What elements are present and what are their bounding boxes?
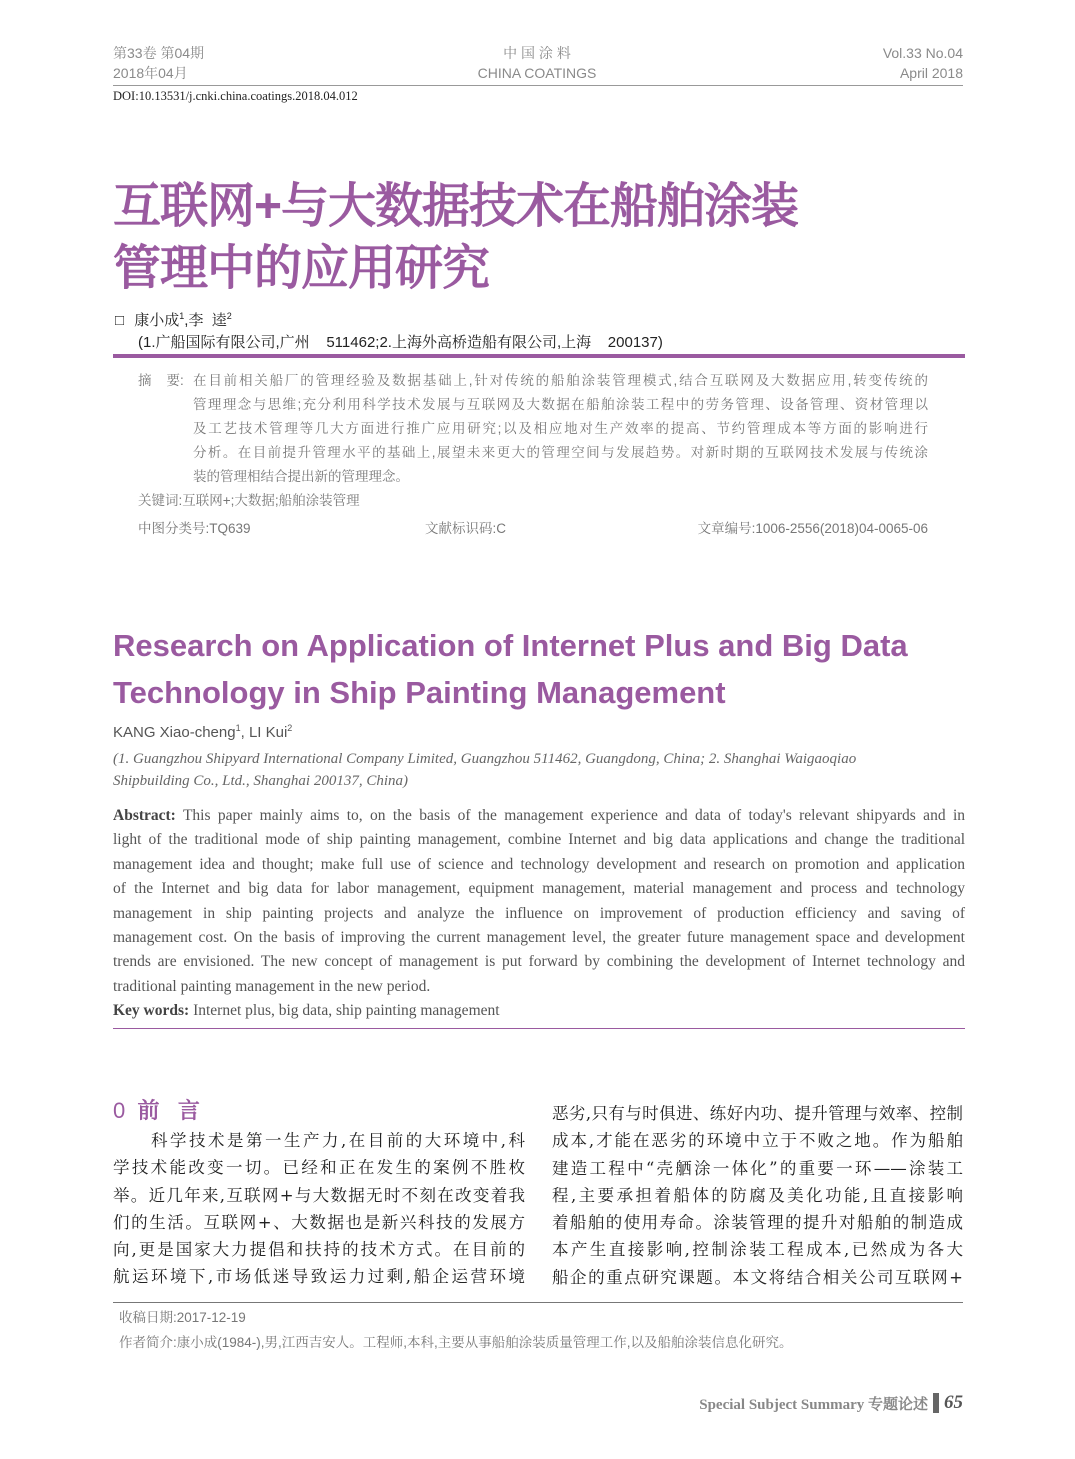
body-line: 学技术能改变一切。已经和正在发生的案例不胜枚 [113, 1158, 525, 1178]
abstract-line: light of the traditional mode of ship painting management, combine Internet and big data applications and change the traditional [113, 831, 965, 849]
body-line: 建造工程中“壳舾涂一体化”的重要一环——涂装工 [552, 1158, 963, 1178]
abstract-cn [193, 369, 928, 489]
abstract-line: 在目前相关船厂的管理经验及数据基础上,针对传统的船舶涂装管理模式,结合互联网及大数据应用,转变传统的 [193, 373, 928, 388]
abstract-line: 装的管理相结合提出新的管理理念。 [193, 469, 409, 484]
body-line: 着船舶的使用寿命。涂装管理的提升对船舶的制造成 [552, 1213, 963, 1233]
journal-name-en: CHINA COATINGS [477, 65, 597, 81]
keywords-cn: 关键词:互联网+;大数据;船舶涂装管理 [138, 493, 360, 508]
author-name: LI Kui [248, 724, 288, 741]
authors-cn [115, 309, 232, 330]
body-line: 们的生活。互联网+、大数据也是新兴科技的发展方 [113, 1212, 525, 1232]
abstract-line: management in ship painting projects and analyze the influence on improvement of production efficiency and saving of [113, 904, 965, 922]
abstract-line: 管理理念与思维;充分利用科学技术发展与互联网及大数据在船舶涂装工程中的劳务管理、设备管理、资材管理以 [193, 397, 928, 412]
affiliation-cn: (1.广船国际有限公司,广州 511462;2.上海外高桥造船有限公司,上海 200137) [138, 334, 663, 351]
body-line: 科学技术是第一生产力,在目前的大环境中,科 [113, 1131, 525, 1150]
footer-bar-icon [933, 1393, 939, 1413]
body-line: 程,主要承担着船体的防腐及美化功能,且直接影响 [552, 1185, 963, 1205]
abstract-line: 及工艺技术管理等几大方面进行推广应用研究;以及相应地对生产效率的提高、节约管理成本等方面的影响进行 [193, 421, 928, 436]
date-en: April 2018 [899, 65, 963, 81]
affiliation-sup: 2 [287, 723, 293, 733]
journal-name [437, 43, 637, 83]
author-name: KANG Xiao-cheng [113, 724, 236, 741]
square-marker-icon: □ [115, 312, 125, 329]
keywords-en-label: Key words: [113, 1002, 190, 1020]
title-divider [113, 354, 965, 358]
title-en [113, 622, 908, 716]
body-line: 航运环境下,市场低迷导致运力过剩,船企运营环境 [113, 1267, 525, 1287]
abstract-line: traditional painting management in the new period. [113, 977, 431, 995]
journal-volume [113, 43, 204, 83]
footnote-rule [113, 1302, 963, 1303]
abstract-divider [113, 1028, 965, 1029]
abstract-cn-label: 摘 要: [138, 373, 184, 388]
body-line: 船企的重点研究课题。本文将结合相关公司互联网+ [552, 1267, 963, 1287]
header-rule [113, 85, 963, 86]
journal-volume-en [883, 43, 963, 83]
affiliation-en [113, 748, 856, 792]
body-column-left [113, 1127, 525, 1291]
abstract-line: 分析。在目前提升管理水平的基础上,展望未来更大的管理空间与发展趋势。对新时期的互联网技术发展与传统涂 [193, 445, 928, 460]
body-line: 成本,才能在恶劣的环境中立于不败之地。作为船舶 [552, 1131, 963, 1151]
document-code: 文献标识码:C [425, 521, 506, 536]
affiliation-sup: 2 [226, 311, 232, 321]
affiliation-sup: 1 [179, 311, 185, 321]
body-line: 恶劣,只有与时俱进、练好内功、提升管理与效率、控制 [552, 1104, 963, 1123]
date-cn: 2018年04月 [113, 65, 188, 81]
section-title: 前 言 [137, 1098, 200, 1123]
abstract-line: trends are envisioned. The new concept of management is put forward by combining the development of Internet technology and [113, 953, 965, 971]
affiliation-line: (1. Guangzhou Shipyard International Company Limited, Guangzhou 511462, Guangdong, China; 2. Shanghai Waigaoqiao [113, 751, 857, 767]
authors-en [113, 723, 292, 741]
section-label: Special Subject Summary 专题论述 [699, 1396, 928, 1413]
abstract-line: This paper mainly aims to, on the basis of the management experience and data of today's relevant shipyards and in [175, 807, 965, 824]
body-line: 向,更是国家大力提倡和扶持的技术方式。在目前的 [113, 1240, 525, 1260]
body-line: 举。近几年来,互联网+与大数据无时不刻在改变着我 [113, 1185, 525, 1205]
author-name: 李 逵 [188, 312, 227, 329]
clc-number: 中图分类号:TQ639 [138, 521, 251, 536]
title-cn-line: 互联网+与大数据技术在船舶涂装 [113, 180, 799, 233]
received-date: 收稿日期:2017-12-19 [119, 1310, 246, 1325]
affiliation-line: Shipbuilding Co., Ltd., Shanghai 200137, China) [113, 773, 409, 789]
journal-name-cn: 中 国 涂 料 [503, 45, 571, 61]
body-line: 本产生直接影响,控制涂装工程成本,已然成为各大 [552, 1240, 963, 1260]
title-en-line: Technology in Ship Painting Management [113, 675, 726, 710]
page-footer [699, 1392, 963, 1414]
volume-issue-en: Vol.33 No.04 [882, 45, 963, 61]
abstract-line: of the Internet and big data for labor management, equipment management, material management and process and technology [113, 880, 965, 898]
affiliation-sup: 1 [235, 723, 241, 733]
abstract-line: management cost. On the basis of improving the current management level, the greater future management space and development [113, 929, 965, 947]
title-cn [113, 176, 798, 300]
author-name: 康小成 [134, 312, 180, 329]
author-bio: 作者简介:康小成(1984-),男,江西吉安人。工程师,本科,主要从事船舶涂装质量管理工作,以及船舶涂装信息化研究。 [119, 1335, 793, 1350]
title-cn-line: 管理中的应用研究 [113, 242, 490, 295]
abstract-line: management idea and thought; make full use of science and technology development and research on promotion and application [113, 855, 965, 873]
title-en-line: Research on Application of Internet Plus and Big Data [113, 628, 908, 663]
section-number: 0 [113, 1098, 126, 1123]
volume-issue-cn: 第33卷 第04期 [113, 45, 205, 61]
footnotes [119, 1305, 793, 1355]
page-number: 65 [944, 1392, 963, 1413]
body-column-right [552, 1100, 963, 1291]
doi[interactable]: DOI:10.13531/j.cnki.china.coatings.2018.04.012 [113, 89, 358, 103]
keywords-en: Internet plus, big data, ship painting management [189, 1002, 500, 1020]
abstract-en [113, 804, 965, 1024]
separator: , [240, 724, 249, 741]
separator: , [184, 312, 189, 329]
section-heading [113, 1094, 200, 1125]
abstract-en-label: Abstract: [113, 807, 176, 824]
article-number: 文章编号:1006-2556(2018)04-0065-06 [697, 521, 928, 536]
